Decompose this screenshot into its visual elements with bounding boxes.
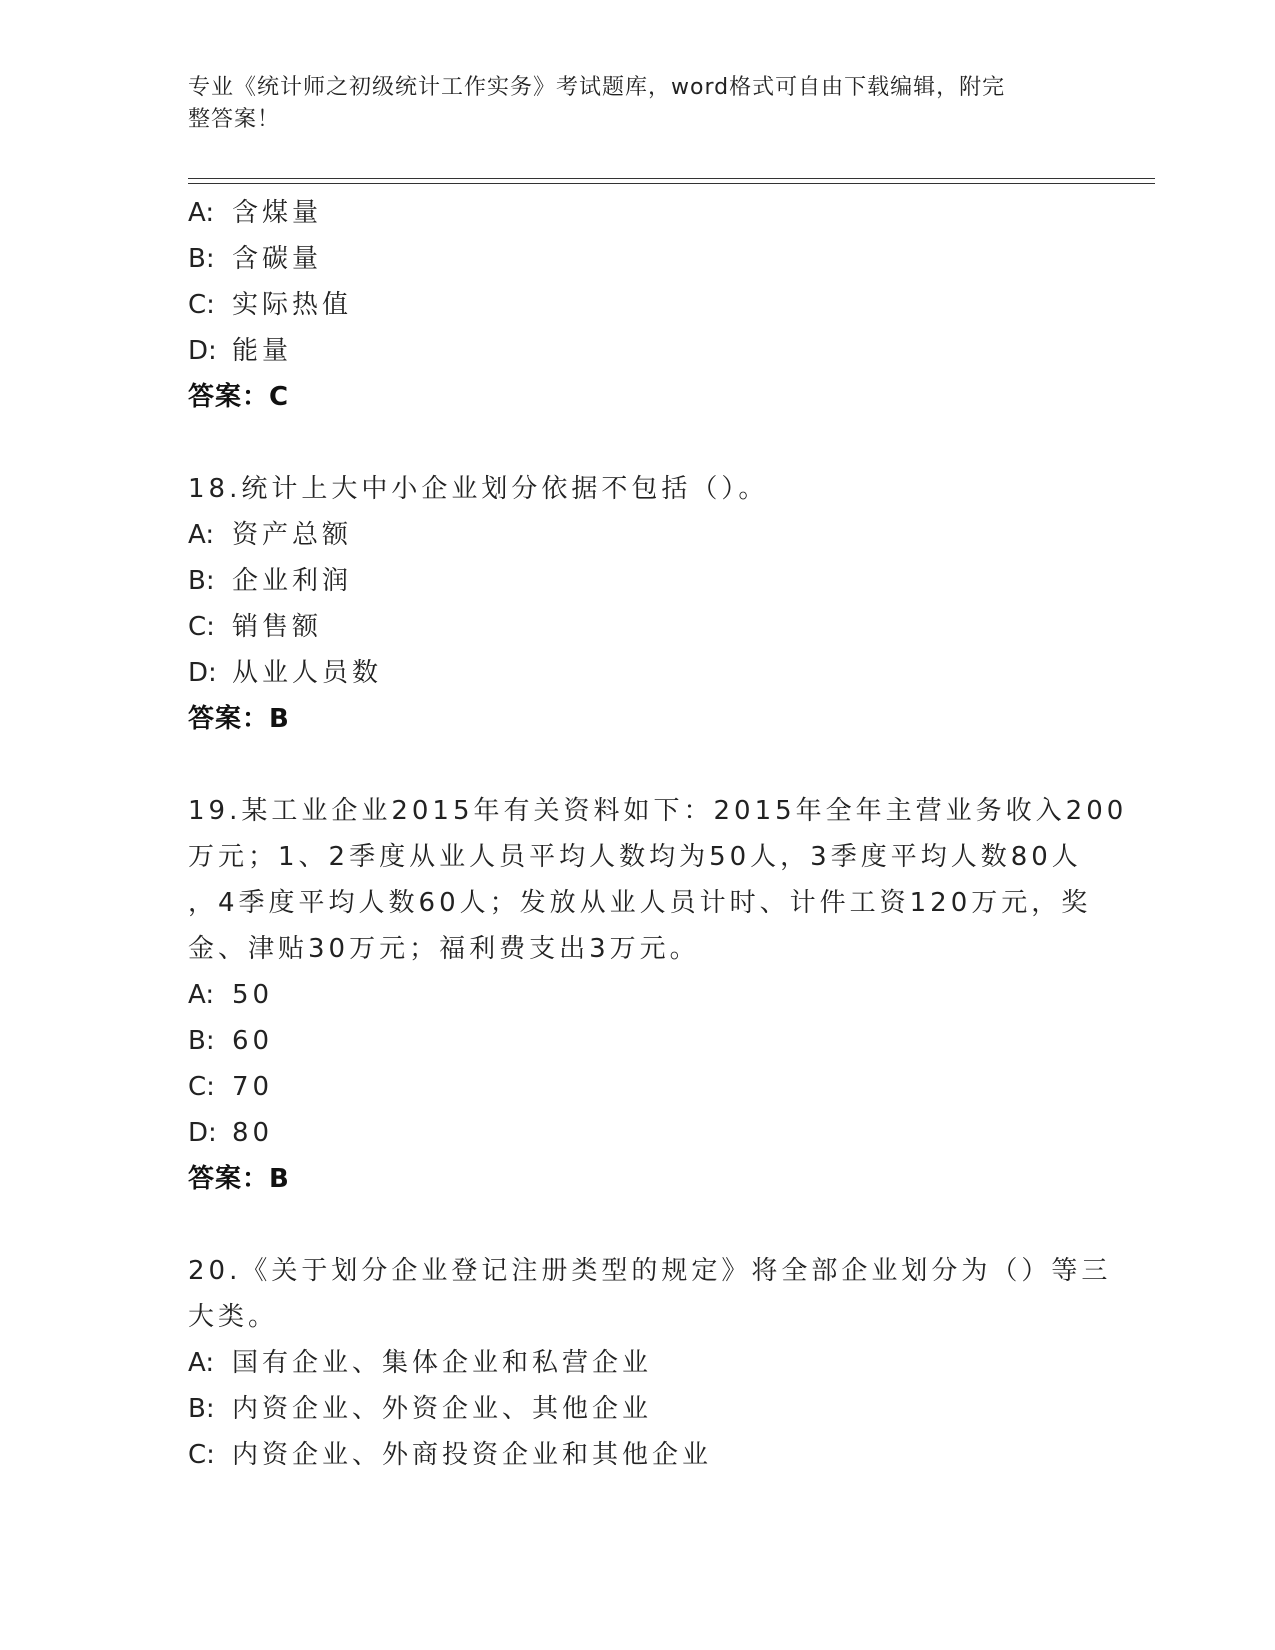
option-text: 80	[232, 1118, 274, 1148]
option-label: C:	[188, 612, 215, 642]
question-list	[188, 190, 1128, 1478]
option-c	[188, 604, 1088, 650]
question-20	[188, 1248, 1112, 1478]
option-label: A:	[188, 1348, 215, 1378]
spacer	[188, 420, 1088, 466]
option-label: C:	[188, 1440, 215, 1470]
question-18	[188, 466, 1088, 742]
header-divider-top	[188, 178, 1155, 179]
stem-line: 19.某工业企业2015年有关资料如下：2015年全年主营业务收入200	[188, 796, 1128, 826]
option-label: C:	[188, 290, 215, 320]
option-label: A:	[188, 520, 215, 550]
question-19	[188, 788, 1128, 1202]
option-b	[188, 558, 1088, 604]
header-divider-bottom	[188, 183, 1155, 184]
question-stem	[188, 466, 1088, 512]
document-header	[188, 72, 1068, 136]
option-text: 能量	[232, 336, 293, 366]
stem-line: 金、津贴30万元；福利费支出3万元。	[188, 934, 700, 964]
question-stem	[188, 1248, 1112, 1340]
option-label: B:	[188, 566, 215, 596]
spacer	[188, 742, 1088, 788]
option-a	[188, 190, 1088, 236]
option-c	[188, 1432, 1088, 1478]
stem-line: 万元；1、2季度从业人员平均人数均为50人，3季度平均人数80人	[188, 842, 1082, 872]
header-line-2: 整答案！	[188, 107, 281, 132]
option-label: D:	[188, 1118, 217, 1148]
stem-line: 大类。	[188, 1302, 279, 1332]
option-c	[188, 1064, 1088, 1110]
option-a	[188, 512, 1088, 558]
question-stem	[188, 788, 1128, 972]
option-text: 50	[232, 980, 274, 1010]
option-text: 从业人员数	[232, 658, 383, 688]
option-a	[188, 972, 1088, 1018]
option-b	[188, 1018, 1088, 1064]
option-text: 企业利润	[232, 566, 353, 596]
option-text: 60	[232, 1026, 274, 1056]
option-b	[188, 236, 1088, 282]
option-a	[188, 1340, 1088, 1386]
option-text: 70	[232, 1072, 274, 1102]
option-label: B:	[188, 1394, 215, 1424]
stem-line: 20.《关于划分企业登记注册类型的规定》将全部企业划分为（）等三	[188, 1256, 1112, 1286]
option-text: 内资企业、外商投资企业和其他企业	[232, 1440, 713, 1470]
option-text: 资产总额	[232, 520, 353, 550]
option-b	[188, 1386, 1088, 1432]
option-c	[188, 282, 1088, 328]
answer-line: 答案：B	[188, 704, 290, 734]
answer-line: 答案：C	[188, 382, 290, 412]
stem-line: 18.统计上大中小企业划分依据不包括（）。	[188, 474, 769, 504]
option-text: 含煤量	[232, 198, 323, 228]
option-label: A:	[188, 980, 215, 1010]
option-text: 销售额	[232, 612, 323, 642]
option-label: D:	[188, 658, 217, 688]
option-label: C:	[188, 1072, 215, 1102]
answer-line: 答案：B	[188, 1164, 290, 1194]
option-text: 含碳量	[232, 244, 323, 274]
header-line-1: 专业《统计师之初级统计工作实务》考试题库，word格式可自由下载编辑，附完	[188, 75, 1006, 100]
option-d	[188, 1110, 1088, 1156]
option-text: 实际热值	[232, 290, 353, 320]
option-label: D:	[188, 336, 217, 366]
option-label: B:	[188, 244, 215, 274]
option-d	[188, 328, 1088, 374]
option-text: 内资企业、外资企业、其他企业	[232, 1394, 653, 1424]
stem-line: ，4季度平均人数60人；发放从业人员计时、计件工资120万元，奖	[188, 888, 1092, 918]
question-17	[188, 190, 1088, 420]
option-label: A:	[188, 198, 215, 228]
option-text: 国有企业、集体企业和私营企业	[232, 1348, 653, 1378]
option-label: B:	[188, 1026, 215, 1056]
option-d	[188, 650, 1088, 696]
spacer	[188, 1202, 1088, 1248]
